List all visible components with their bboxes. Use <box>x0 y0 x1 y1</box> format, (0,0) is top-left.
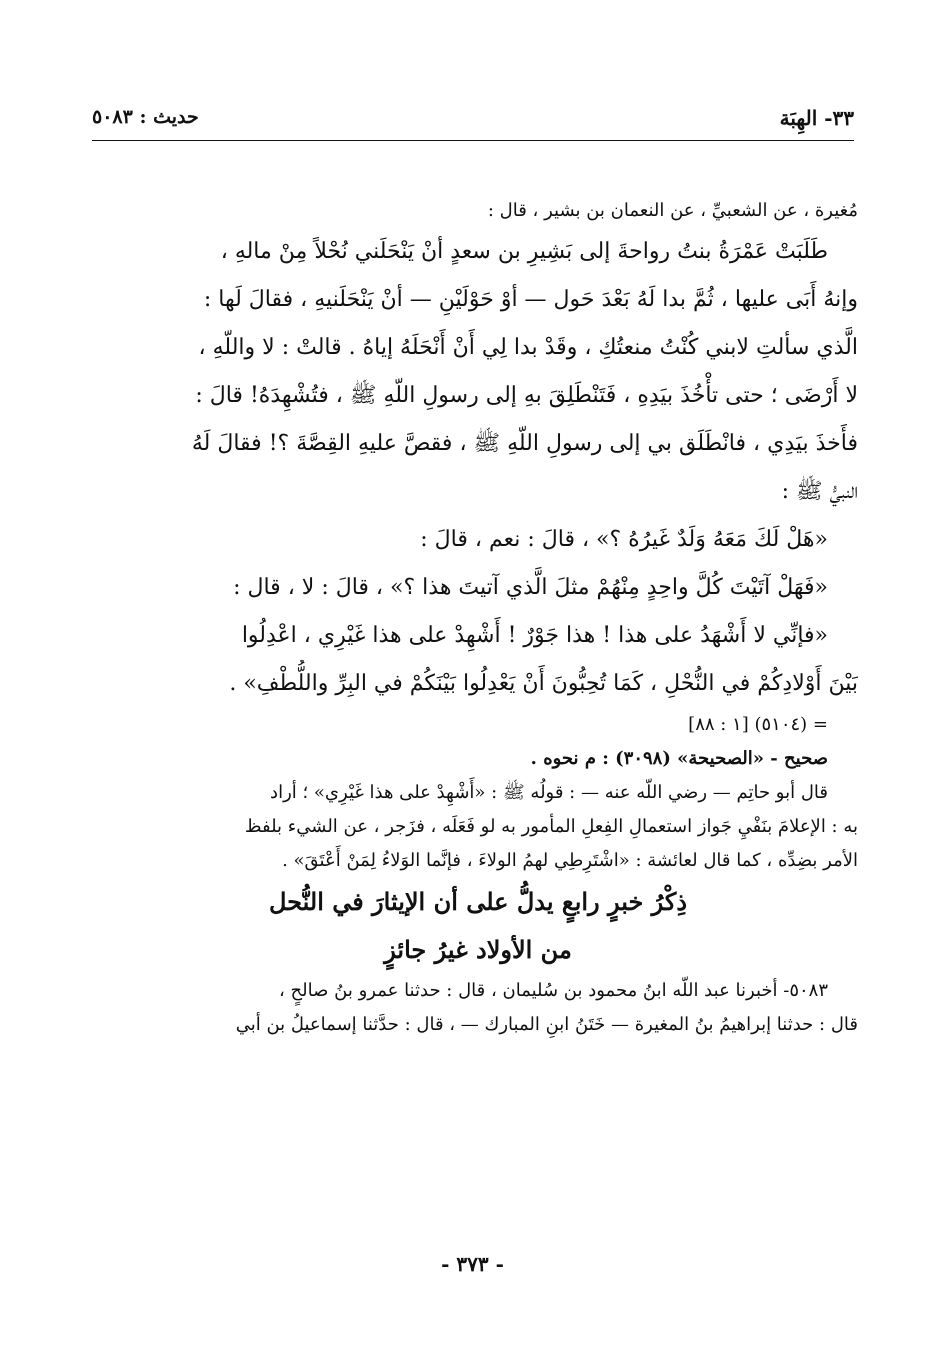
chapter-title: ٣٣- الهِبَة <box>779 106 854 130</box>
page-body <box>98 194 858 1042</box>
running-header <box>92 102 854 138</box>
dialogue-line: «فَهَلْ آتَيْتَ كُلَّ واحِدٍ مِنْهُمْ مثلَ الَّذي آتيتَ هذا ؟» ، قالَ : لا ، قال : <box>233 575 828 600</box>
next-hadith-line: ٥٠٨٣- أخبرنا عبد اللّه ابنُ محمود بن سُليمان ، قال : حدثنا عمرو بنُ صالحٍ ، <box>279 980 828 1001</box>
next-hadith-block <box>98 974 858 1042</box>
dialogue-block <box>98 516 858 708</box>
matn-block <box>98 228 858 516</box>
section-title-line: من الأولاد غيرُ جائزٍ <box>384 935 572 964</box>
matn-line: النبيُّ ﷺ : <box>781 479 858 504</box>
commentary-line: الأمر بضِدِّه ، كما قال لعائشة : «اشْتَرِطِي لهمُ الولاءَ ، فإنَّما الوَلاءُ لِمَنْ أَعْتَقَ» . <box>282 850 858 871</box>
commentary-block <box>98 776 858 878</box>
matn-line: الَّذي سألتِ لابني كُنْتُ منعتُكِ ، وقَدْ بدا لِي أَنْ أَنْحَلَهُ إياهُ . قالتْ : لا واللّهِ ، <box>198 335 858 360</box>
isnad-line: مُغيرة ، عن الشعبيِّ ، عن النعمان بن بشير ، قال : <box>487 200 858 221</box>
cross-reference: = (٥١٠٤) [١ : ٨٨] <box>688 714 828 735</box>
section-title-line: ذِكْرُ خبرٍ رابعٍ يدلُّ على أن الإيثارَ في النُّحل <box>268 887 688 916</box>
header-divider <box>92 140 854 141</box>
section-heading <box>98 878 858 974</box>
next-hadith-line: قال : حدثنا إبراهيمُ بنُ المغيرة — خَتَنُ ابنِ المبارك — ، قال : حدَّثنا إسماعيلُ بن أبي <box>235 1014 858 1035</box>
dialogue-line: بَيْنَ أَوْلادِكُمْ في النُّحْلِ ، كَمَا تُحِبُّونَ أَنْ يَعْدِلُوا بَيْنَكُمْ في البِرِّ واللُّطْفِ» . <box>229 671 858 696</box>
matn-line: طَلَبَتْ عَمْرَةُ بنتُ رواحةَ إلى بَشِيرِ بن سعدٍ أنْ يَنْحَلَني نُحْلاً مِنْ مالهِ ، <box>220 239 828 264</box>
matn-line: لا أَرْضَى ؛ حتى تأْخُذَ بيَدِهِ ، فَتَنْطَلِقَ بهِ إلى رسولِ اللّهِ ﷺ ، فتُشْهِدَهُ! قالَ : <box>195 383 858 408</box>
grading-line: صحيح - «الصحيحة» (٣٠٩٨) : م نحوه . <box>530 748 828 769</box>
page-number: - ٣٧٣ - <box>441 1252 504 1276</box>
matn-line: وإنهُ أَبَى عليها ، ثُمَّ بدا لَهُ بَعْدَ حَول — أوْ حَوْلَيْنِ — أنْ يَنْحَلَنيهِ ، فقالَ لَها : <box>203 287 858 312</box>
hadith-number-label: حديث : ٥٠٨٣ <box>92 106 199 128</box>
dialogue-line: «فإنِّي لا أَشْهَدُ على هذا ! هذا جَوْرٌ ! أَشْهِدْ على هذا غَيْرِي ، اعْدِلُوا <box>241 623 828 648</box>
commentary-line: قال أبو حاتِم — رضي اللّه عنه — : قولُه ﷺ : «أَشْهِدْ على هذا غَيْرِي» ؛ أراد <box>270 782 828 803</box>
commentary-line: به : الإعلامَ بنَفْيِ جَواز استعمالِ الفِعلِ المأمور به لو فَعَلَه ، فزَجر ، عن الشيء بلفظ <box>244 816 858 837</box>
dialogue-line: «هَلْ لَكَ مَعَهُ وَلَدٌ غَيرُهُ ؟» ، قالَ : نعم ، قالَ : <box>420 527 828 552</box>
matn-line: فأَخذَ بيَدِي ، فانْطَلَق بي إلى رسولِ اللّهِ ﷺ ، فقصَّ عليهِ القِصَّةَ ؟! فقالَ لَهُ <box>191 431 858 456</box>
